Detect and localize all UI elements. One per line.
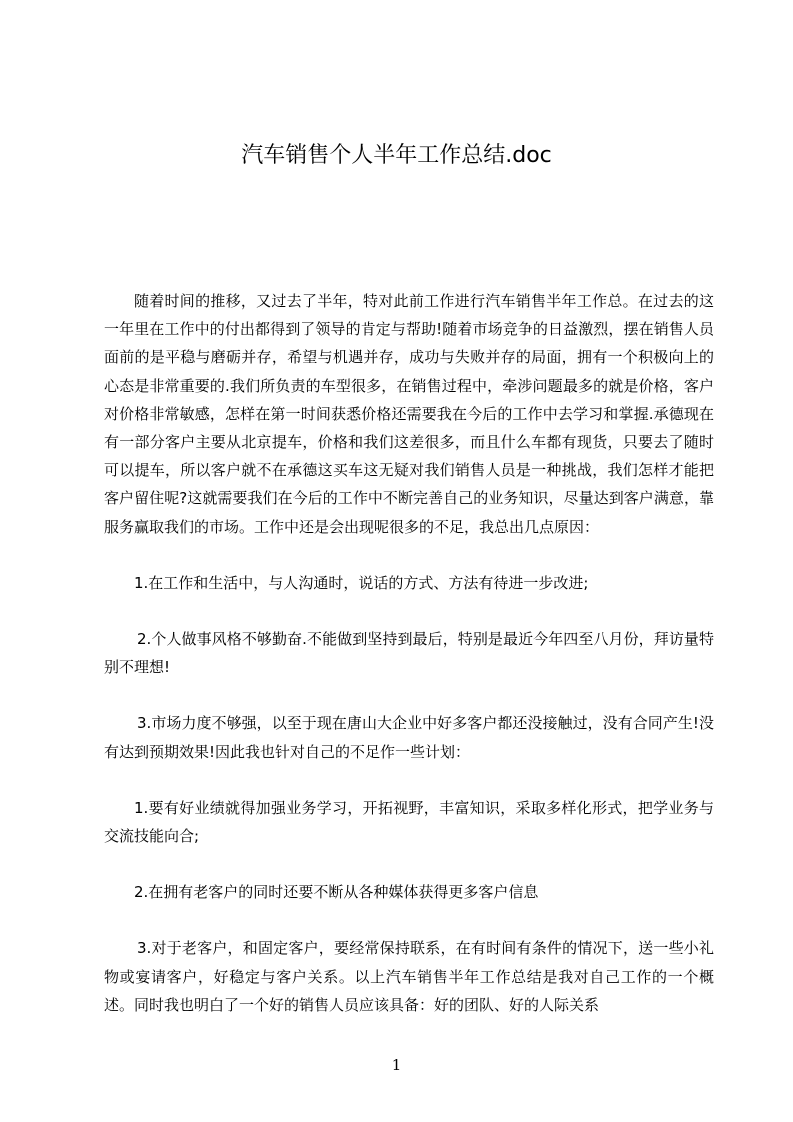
document-title: 汽车销售个人半年工作总结.doc bbox=[241, 143, 552, 168]
page-number: 1 bbox=[391, 1056, 402, 1074]
problem-item-2: 2.个人做事风格不够勤奋.不能做到坚持到最后，特别是最近今年四至八月份，拜访量特别不理想! bbox=[104, 630, 714, 677]
intro-paragraph: 随着时间的推移，又过去了半年，特对此前工作进行汽车销售半年工作总。在过去的这一年里在工作中的付出都得到了领导的肯定与帮助!随着市场竞争的日益激烈，摆在销售人员面前的是平稳与磨砺并存，希望与机遇并存，成功与失败并存的局面，拥有一个积极向上的心态是非常重要的.我们所负责的车型很多，在销售过程中，牵涉问题最多的就是价格，客户对价格非常敏感，怎样在第一时间获悉价格还需要我在今后的工作中去学习和掌握.承德现在有一部分客户主要从北京提车，价格和我们这差很多，而且什么车都有现货，只要去了随时可以提车，所以客户就不在承德这买车这无疑对我们销售人员是一种挑战，我们怎样才能把客户留住呢?这就需要我们在今后的工作中不断完善自己的业务知识，尽量达到客户满意，靠服务赢取我们的市场。工作中还是会出现呢很多的不足，我总出几点原因： bbox=[104, 292, 714, 536]
problem-item-1: 1.在工作和生活中，与人沟通时，说话的方式、方法有待进一步改进; bbox=[134, 573, 589, 592]
problem-item-3: 3.市场力度不够强，以至于现在唐山大企业中好多客户都还没接触过，没有合同产生!没有达到预期效果!因此我也针对自己的不足作一些计划： bbox=[104, 714, 714, 761]
plan-item-2: 2.在拥有老客户的同时还要不断从各种媒体获得更多客户信息 bbox=[134, 883, 539, 902]
document-body bbox=[104, 287, 714, 1019]
plan-item-3: 3.对于老客户，和固定客户，要经常保持联系，在有时间有条件的情况下，送一些小礼物或宴请客户，好稳定与客户关系。以上汽车销售半年工作总结是我对自己工作的一个概述。同时我也明白了一个好的销售人员应该具备：好的团队、好的人际关系 bbox=[104, 939, 714, 1014]
plan-item-1: 1.要有好业绩就得加强业务学习，开拓视野，丰富知识，采取多样化形式，把学业务与交流技能向合; bbox=[104, 798, 714, 846]
